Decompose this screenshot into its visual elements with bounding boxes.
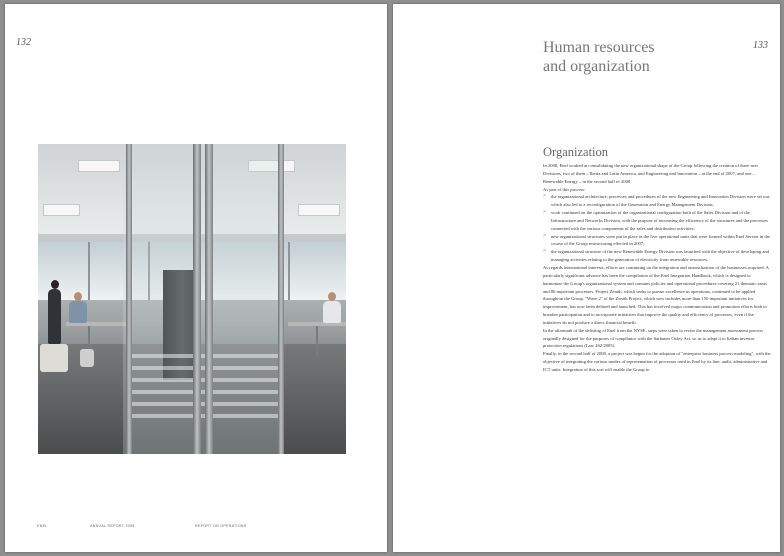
page-number-right: 133 bbox=[753, 40, 768, 51]
ceiling-light bbox=[43, 204, 80, 216]
glass-door bbox=[123, 144, 283, 454]
page-number-left: 132 bbox=[16, 37, 31, 48]
body-paragraph: Finally, in the second half of 2008, a project was begun for the adoption of "enterprise business process modeling", with the objective of integrating the various modes of representation of processes used in Enel by its line, audit, administrative and ICT units. Integration of this sort will enable the Group to bbox=[543, 351, 771, 372]
frosted-stripe bbox=[128, 366, 278, 370]
section-heading: Organization bbox=[543, 145, 609, 159]
body-paragraph: As regards international interests, efforts are continuing on the integration and rationalization of the businesses acquired. A particularly significant advance has been the compilation of the Enel Integration Handbook, which is designed to harmonize the Group's organizational system and contains policies and operational procedures covering 21 thematic areas and 86 important processes. Project Zenith, which seeks to pursue excellence in operations, continued to be applied throughout the Group. "Wave 2" of the Zenith Project, which now includes more than 150 important initiatives for improvement, has now been defined and launched. This has involved major communication and promotion efforts both to broaden participation and to incorporate initiatives that improve the quality and efficiency of processes, even if the initiatives do not produce a direct financial benefit. bbox=[543, 264, 769, 325]
frosted-stripe bbox=[128, 414, 278, 418]
white-chair bbox=[40, 344, 68, 372]
footer-company: ENEL bbox=[37, 524, 48, 528]
person-standing bbox=[48, 289, 61, 344]
ceiling-light bbox=[298, 204, 340, 216]
frosted-stripe bbox=[128, 390, 278, 394]
person-head bbox=[51, 280, 59, 289]
frosted-stripe bbox=[128, 402, 278, 406]
frosted-stripe bbox=[128, 354, 278, 358]
bullet-item: > the organizational architecture, processes and procedures of the new Engineering and Innovation Division were set out, which also led to a reconfiguration of the Generation and Energy Management Division; bbox=[543, 193, 771, 209]
process-intro: As part of this process: bbox=[543, 186, 586, 192]
left-page bbox=[5, 4, 387, 552]
bullet-item: > work continued on the optimization of the organizational configuration both of the Sales Division and of the Infrastructure and Networks Division, with the purpose of increasing the efficiency of the structures and the processes connected with the various components of the sales and distribution activities; bbox=[543, 209, 771, 233]
intro-paragraph: In 2008, Enel worked at consolidating the new organizational shape of the Group following the creation of three new Divisions, two of them – Iberia and Latin America, and Engineering and Innovation – at the end of 2007, and one – Renewable Energy – in the second half of 2008. bbox=[543, 163, 759, 184]
person-seated bbox=[69, 301, 87, 323]
window-mullion bbox=[88, 242, 90, 300]
body-text bbox=[543, 162, 771, 374]
bullet-item: > new organizational structures were put in place in the five operational units that were formed within Enel Servizi in the course of the Group restructuring effected in 2007; bbox=[543, 233, 771, 249]
door-frame bbox=[278, 144, 284, 454]
frosted-stripe bbox=[128, 378, 278, 382]
footer-report: ANNUAL REPORT 2008 bbox=[90, 524, 135, 528]
person-head bbox=[74, 292, 82, 301]
bullet-list bbox=[543, 193, 771, 264]
chapter-title: Human resources and organization bbox=[543, 39, 655, 75]
person-head bbox=[328, 292, 336, 301]
door-frame bbox=[193, 144, 201, 454]
footer-section: REPORT ON OPERATIONS bbox=[195, 524, 247, 528]
door-frame bbox=[126, 144, 132, 454]
person-seated-right bbox=[323, 301, 341, 323]
bin bbox=[80, 349, 94, 367]
right-page bbox=[393, 4, 780, 552]
office-photo bbox=[38, 144, 346, 454]
desk-leg bbox=[316, 326, 318, 356]
window-mullion bbox=[288, 242, 290, 300]
bullet-item: > the organizational structure of the new Renewable Energy Division was launched with the objective of developing and managing activities relating to the generation of electricity from renewable resources. bbox=[543, 248, 771, 264]
ceiling-light bbox=[78, 160, 120, 172]
body-paragraph: In the aftermath of the delisting of Enel from the NYSE, steps were taken to revise the management assessment process originally designed for the purposes of compliance with the Sarbanes Oxley Act, so as to adapt it to Italian investor protection regulations (Law 262/2005). bbox=[543, 327, 763, 349]
door-frame bbox=[205, 144, 213, 454]
